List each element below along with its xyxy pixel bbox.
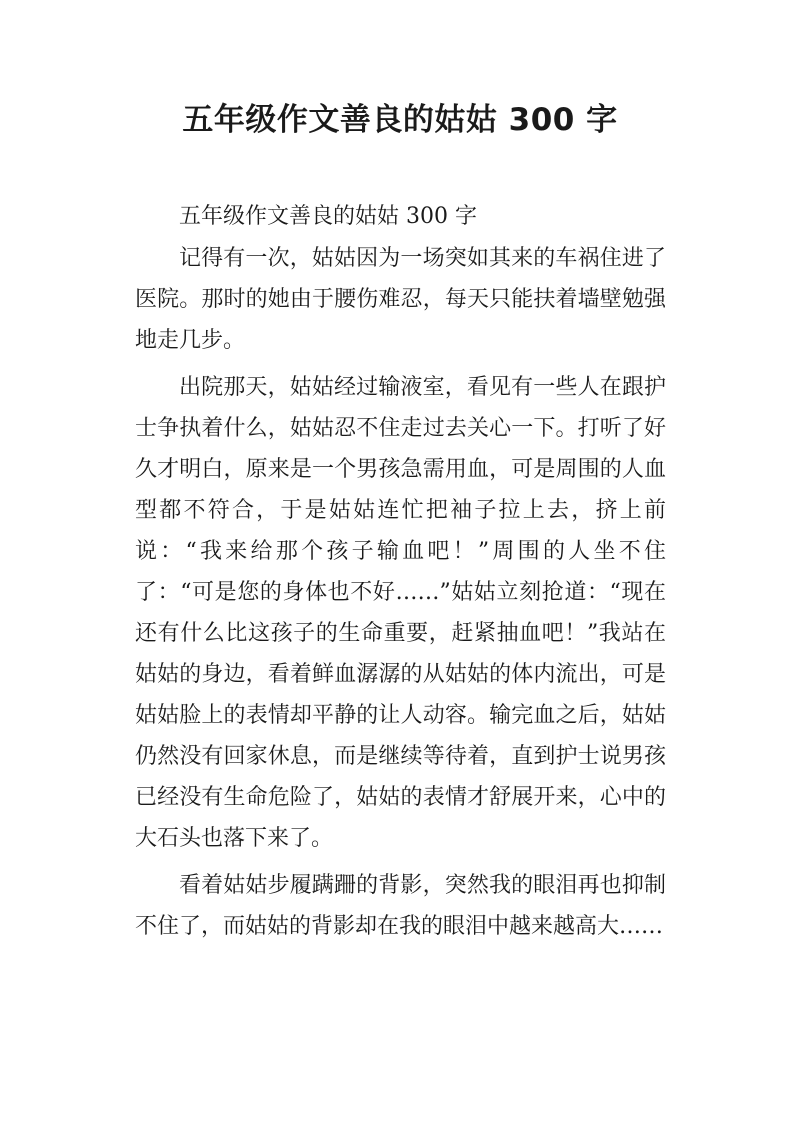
paragraph-subtitle: 五年级作文善良的姑姑 300 字 (179, 204, 477, 229)
document-body (135, 196, 666, 953)
document-title: 五年级作文善良的姑姑 300 字 (182, 102, 618, 138)
paragraph-3: 看着姑姑步履蹒跚的背影，突然我的眼泪再也抑制不住了，而姑姑的背影却在我的眼泪中越来越高大…… (135, 873, 666, 939)
paragraph-2: 出院那天，姑姑经过输液室，看见有一些人在跟护士争执着什么，姑姑忍不住走过去关心一下。打听了好久才明白，原来是一个男孩急需用血，可是周围的人血型都不符合，于是姑姑连忙把袖子拉上去，挤上前说：“我来给那个孩子输血吧！”周围的人坐不住了：“可是您的身体也不好……”姑姑立刻抢道：“现在还有什么比这孩子的生命重要，赶紧抽血吧！”我站在姑姑的身边，看着鲜血潺潺的从姑姑的体内流出，可是姑姑脸上的表情却平静的让人动容。输完血之后，姑姑仍然没有回家休息，而是继续等待着，直到护士说男孩已经没有生命危险了，姑姑的表情才舒展开来，心中的大石头也落下来了。 (135, 375, 666, 851)
paragraph-1: 记得有一次，姑姑因为一场突如其来的车祸住进了医院。那时的她由于腰伤难忍，每天只能扶着墙壁勉强地走几步。 (135, 246, 666, 353)
